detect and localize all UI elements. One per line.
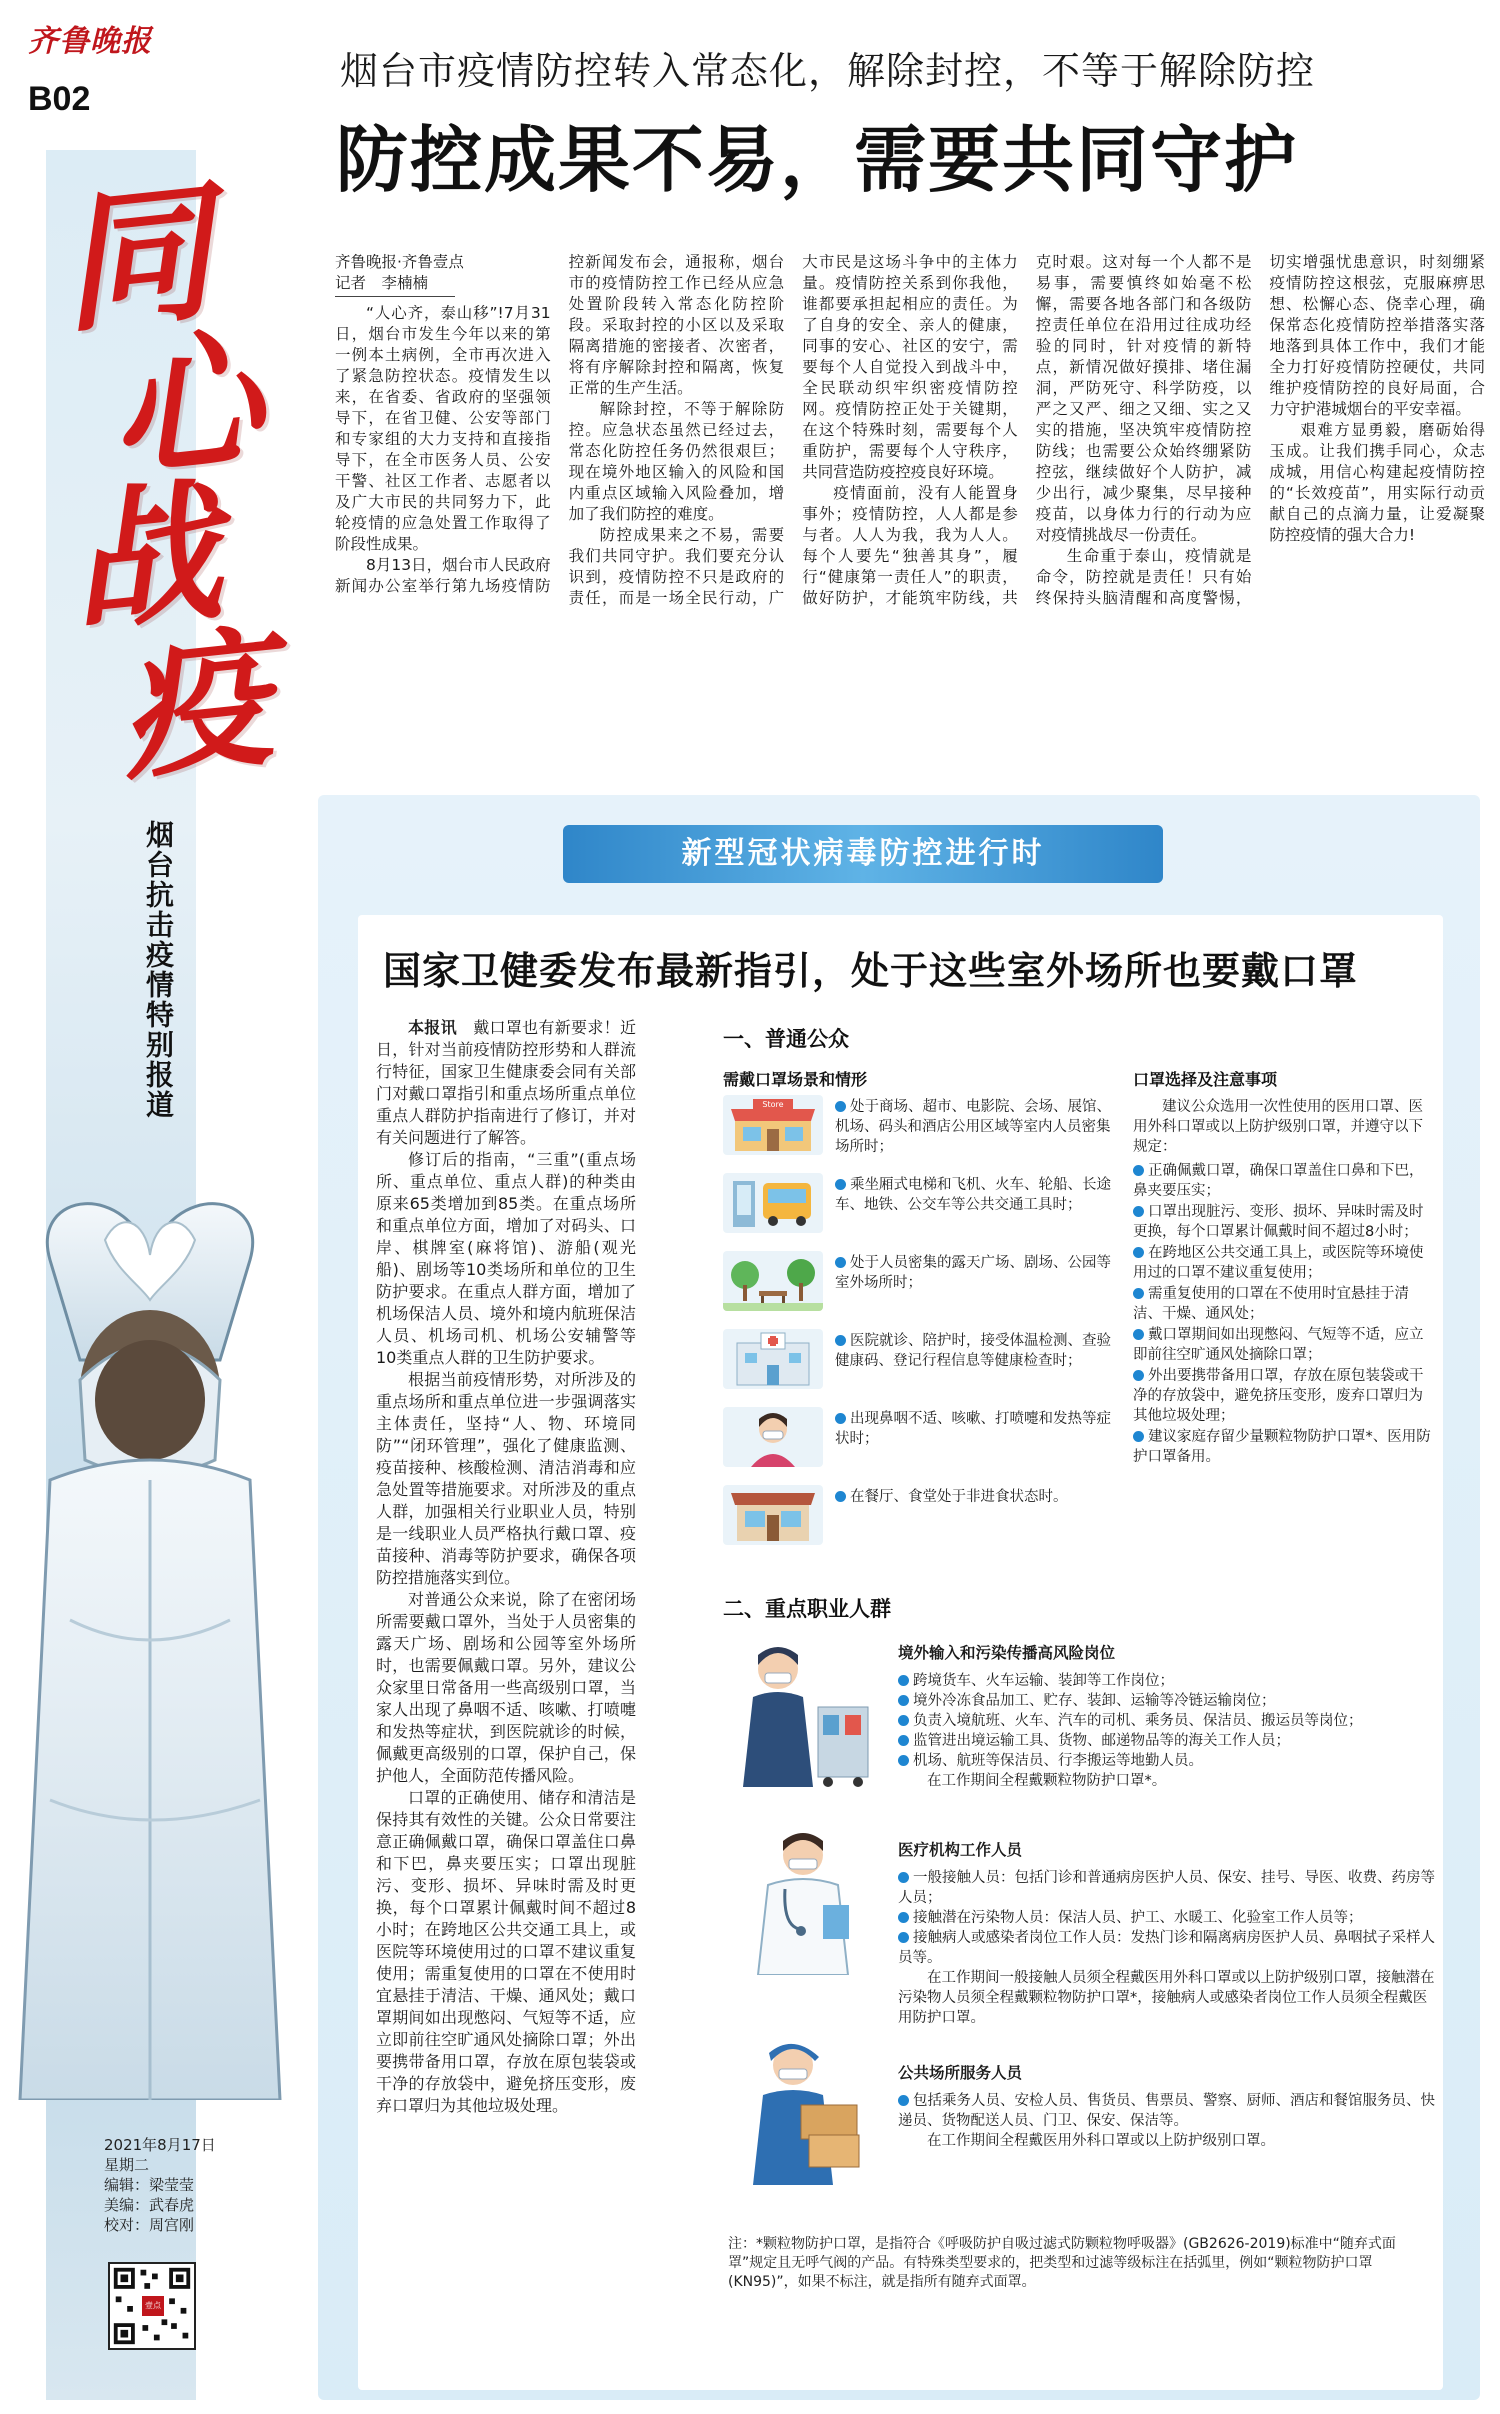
venue-item — [723, 1251, 1123, 1311]
group-item — [898, 2091, 1438, 2131]
bullet-dot — [835, 1335, 846, 1346]
news-story — [376, 1017, 636, 2117]
venue-text — [835, 1331, 1120, 1371]
venue-description: 在餐厅、食堂处于非进食状态时。 — [850, 1489, 1068, 1505]
group-item — [898, 1711, 1438, 1731]
venue-description: 医院就诊、陪护时，接受体温检测、查验健康码、登记行程信息等健康检查时； — [835, 1333, 1111, 1369]
bullet-dot — [835, 1101, 846, 1112]
courier-icon — [723, 2035, 883, 2185]
group-title: 境外输入和污染传播高风险岗位 — [898, 1644, 1116, 1662]
section-heading-occupational: 二、重点职业人群 — [723, 1597, 891, 1621]
mask-tip — [1133, 1284, 1433, 1324]
bullet-dot — [898, 1932, 909, 1943]
group-item — [898, 1751, 1438, 1771]
editor-credit: 编辑：梁莹莹 — [104, 2176, 195, 2194]
group-item-text: 接触病人或感染者岗位工作人员：发热门诊和隔离病房医护人员、鼻咽拭子采样人员等。 — [898, 1930, 1435, 1966]
store-icon — [723, 1095, 823, 1155]
panel-footnote: 注：*颗粒物防护口罩，是指符合《呼吸防护自吸过滤式防颗粒物呼吸器》(GB2626-2019)标准中“随弃式面罩”规定且无呼气阀的产品。有特殊类型要求的，把类型和过滤等级标注在括弧里，例如“颗粒物防护口罩(KN95)”，如果不标注，就是指所有随弃式面罩。 — [728, 2236, 1396, 2290]
byline-reporter: 记者 李楠楠 — [335, 274, 429, 292]
panel-title: 国家卫健委发布最新指引，处于这些室外场所也要戴口罩 — [383, 949, 1359, 993]
cleaner-icon — [723, 1637, 883, 1787]
column-title-char: 心 — [101, 310, 269, 502]
group-item-text: 包括乘务人员、安检人员、售货员、售票员、警察、厨师、酒店和餐馆服务员、快递员、货物配送人员、门卫、保安、保洁等。 — [898, 2093, 1435, 2129]
mask-tip-text: 戴口罩期间如出现憋闷、气短等不适，应立即前往空旷通风处摘除口罩； — [1133, 1327, 1424, 1363]
occupational-group — [898, 2063, 1438, 2151]
news-paragraph: 对普通公众来说，除了在密闭场所需要戴口罩外，当处于人员密集的露天广场、剧场和公园等室外场所时，也需要佩戴口罩。另外，建议公众家里日常备用一些高级别口罩，当家人出现了鼻咽不适、咳嗽、打喷嚏和发热等症状，到医院就诊的时候，佩戴更高级别的口罩，保护自己，保护他人，全面防范传播风险。 — [376, 1590, 636, 1785]
bullet-dot — [835, 1491, 846, 1502]
restaurant-icon — [723, 1485, 823, 1545]
bullet-dot — [835, 1257, 846, 1268]
venue-description: 乘坐厢式电梯和飞机、火车、轮船、长途车、地铁、公交车等公共交通工具时； — [835, 1177, 1111, 1213]
venue-item — [723, 1173, 1123, 1233]
bullet-dot — [898, 1675, 909, 1686]
bullet-dot — [898, 1912, 909, 1923]
proofreader-credit: 校对：周宫刚 — [104, 2216, 195, 2234]
mask-tips-intro: 建议公众选用一次性使用的医用口罩、医用外科口罩或以上防护级别口罩，并遵守以下规定： — [1133, 1099, 1423, 1155]
article-paragraph: 生命重于泰山，疫情就是命令，防控就是责任！只有始终保持头脑清醒和高度警惕，切实增强忧患意识，时刻绷紧疫情防控这根弦，克服麻痹思想、松懈心态、侥幸心理，确保常态化疫情防控举措落实落地落到具体工作中，我们才能全力打好疫情防控硬仗，共同维护疫情防控的良好局面，合力守护港城烟台的平安幸福。 — [1035, 253, 1485, 607]
venues-heading: 需戴口罩场景和情形 — [723, 1070, 868, 1089]
group-note: 在工作期间全程戴医用外科口罩或以上防护级别口罩。 — [927, 2133, 1275, 2149]
section-heading-public: 一、普通公众 — [723, 1027, 849, 1051]
mask-tip-text: 口罩出现脏污、变形、损坏、异味时需及时更换，每个口罩累计佩戴时间不超过8小时； — [1133, 1204, 1424, 1240]
mask-tip — [1133, 1202, 1433, 1242]
group-item — [898, 1868, 1438, 1908]
column-title-char: 疫 — [111, 610, 279, 801]
bullet-dot — [898, 1715, 909, 1726]
lead-article — [335, 252, 1485, 752]
page-number: B02 — [28, 80, 91, 118]
group-note: 在工作期间一般接触人员须全程戴医用外科口罩或以上防护级别口罩，接触潜在污染物人员须全程戴颗粒物防护口罩*，接触病人或感染者岗位工作人员须全程戴医用防护口罩。 — [898, 1970, 1435, 2026]
bullet-dot — [898, 1735, 909, 1746]
mask-guidance-panel — [318, 795, 1480, 2400]
article-paragraph: 艰难方显勇毅，磨砺始得玉成。让我们携手同心，众志成城，用信心构建起疫情防控的“长效疫苗”，用实际行动贡献自己的点滴力量，让爱凝聚防控疫情的强大合力! — [1269, 421, 1485, 544]
article-paragraph: 防控成果来之不易，需要我们共同守护。我们要充分认识到，疫情防控不只是政府的责任，而是一场全民行动，广大市民是这场斗争中的主体力量。疫情防控关系到你我他，谁都要承担起相应的责任。为了自身的安全、亲人的健康，同事的安心、社区的安宁，需要每个人自觉投入到战斗中，全民联动织牢织密疫情防控网。疫情防控正处于关键期，在这个特殊时刻，需要每个人重防护，需要每个人守秩序，共同营造防疫控疫良好环境。 — [568, 253, 1018, 607]
group-item-text: 机场、航班等保洁员、行李搬运等地勤人员。 — [913, 1753, 1203, 1769]
venue-text — [835, 1175, 1120, 1215]
hospital-icon — [723, 1329, 823, 1389]
designer-credit: 美编：武春虎 — [104, 2196, 195, 2214]
bullet-dot — [898, 1872, 909, 1883]
venue-text — [835, 1487, 1120, 1507]
bullet-dot — [1133, 1431, 1144, 1442]
venue-description: 出现鼻咽不适、咳嗽、打喷嚏和发热等症状时； — [835, 1411, 1111, 1447]
venue-item — [723, 1485, 1123, 1545]
group-title: 医疗机构工作人员 — [898, 1841, 1023, 1859]
special-report-label: 烟台抗击疫情特别报道 — [142, 820, 175, 1120]
byline-divider — [335, 296, 455, 297]
qr-code-logo: 壹点 — [142, 2296, 164, 2316]
mask-tips — [1133, 1097, 1433, 1468]
store-sign-text: Store — [762, 1100, 784, 1109]
issue-weekday: 星期二 — [104, 2156, 150, 2174]
news-paragraph — [376, 1017, 636, 1149]
bullet-dot — [1133, 1288, 1144, 1299]
group-item — [898, 1691, 1438, 1711]
mask-tip-text: 建议家庭存留少量颗粒物防护口罩*、医用防护口罩备用。 — [1133, 1429, 1431, 1465]
medical-worker-illustration — [10, 1200, 300, 2100]
venue-text — [835, 1409, 1120, 1449]
group-item — [898, 1928, 1438, 1968]
mask-tip — [1133, 1366, 1433, 1426]
group-item-text: 监管进出境运输工具、货物、邮递物品等的海关工作人员； — [913, 1733, 1290, 1749]
mask-tip — [1133, 1427, 1433, 1467]
bullet-dot — [898, 1695, 909, 1706]
mask-tip-text: 外出要携带备用口罩，存放在原包装袋或干净的存放袋中，避免挤压变形，废弃口罩归为其他垃圾处理； — [1133, 1368, 1424, 1424]
news-paragraph: 修订后的指南，“三重”(重点场所、重点单位、重点人群)的种类由原来65类增加到85类。在重点场所和重点单位方面，增加了对码头、口岸、棋牌室(麻将馆)、游船(观光船)、剧场等10类场所和单位的卫生防护要求。在重点人群方面，增加了机场保洁人员、境外和境内航班保洁人员、机场司机、机场公安辅警等10类重点人群的卫生防护要求。 — [376, 1150, 636, 1367]
bullet-dot — [1133, 1370, 1144, 1381]
group-item-text: 负责入境航班、火车、汽车的司机、乘务员、保洁员、搬运员等岗位； — [913, 1713, 1363, 1729]
venue-text — [835, 1097, 1120, 1157]
sidebar — [0, 0, 300, 2414]
page-headline: 防控成果不易，需要共同守护 — [336, 118, 1299, 202]
mask-tip-text: 正确佩戴口罩，确保口罩盖住口鼻和下巴，鼻夹要压实； — [1133, 1163, 1424, 1199]
bullet-dot — [1133, 1165, 1144, 1176]
news-paragraph-text: 戴口罩也有新要求！近日，针对当前疫情防控形势和人群流行特征，国家卫生健康委会同有关部门对戴口罩指引和重点场所重点单位重点人群防护指南进行了修订，并对有关问题进行了解答。 — [376, 1018, 636, 1147]
issue-date: 2021年8月17日 — [104, 2136, 216, 2154]
bullet-dot — [898, 2095, 909, 2106]
venue-item — [723, 1407, 1123, 1467]
venue-item — [723, 1095, 1123, 1155]
news-paragraph: 口罩的正确使用、储存和清洁是保持其有效性的关键。公众日常要注意正确佩戴口罩，确保口罩盖住口鼻和下巴，鼻夹要压实；口罩出现脏污、变形、损坏、异味时需及时更换，每个口罩累计佩戴时间不超过8小时；在跨地区公共交通工具上，或医院等环境使用过的口罩不建议重复使用；需重复使用的口罩在不使用时宜悬挂于清洁、干燥、通风处；戴口罩期间如出现憋闷、气短等不适，应立即前往空旷通风处摘除口罩；外出要携带备用口罩，存放在原包装袋或干净的存放袋中，避免挤压变形，废弃口罩归为其他垃圾处理。 — [376, 1788, 636, 2115]
occupational-group — [898, 1840, 1438, 2028]
occupational-group — [898, 1643, 1438, 1791]
article-paragraph: 疫情面前，没有人能置身事外；疫情防控，人人都是参与者。人人为我，我为人人。每个人要先“独善其身”，履行“健康第一责任人”的职责，做好防护，才能筑牢防线，共克时艰。这对每一个人都不是易事，需要慎终如始毫不松懈，需要各地各部门和各级防控责任单位在沿用过往成功经验的同时，针对疫情的新特点，新情况做好摸排、堵住漏洞，严防死守、科学防疫，以严之又严、细之又细、实之又实的措施，坚决筑牢疫情防控防线；也需要公众始终绷紧防控弦，继续做好个人防护，减少出行，减少聚集，尽早接种疫苗，以身体力行的行动为应对疫情挑战尽一份责任。 — [802, 253, 1252, 607]
column-title-char: 同 — [51, 163, 219, 355]
group-item-text: 一般接触人员：包括门诊和普通病房医护人员、保安、挂号、导医、收费、药房等人员； — [898, 1870, 1435, 1906]
sick-person-icon — [723, 1407, 823, 1467]
mask-tip — [1133, 1243, 1433, 1283]
mask-tips-heading: 口罩选择及注意事项 — [1133, 1070, 1278, 1089]
bullet-dot — [835, 1179, 846, 1190]
bullet-dot — [1133, 1329, 1144, 1340]
edition-credits — [104, 2135, 216, 2235]
headline-subtitle: 烟台市疫情防控转入常态化，解除封控，不等于解除防控 — [340, 49, 1316, 93]
group-item — [898, 1731, 1438, 1751]
news-paragraph: 根据当前疫情形势，对所涉及的重点场所和重点单位进一步强调落实主体责任，坚持“人、物、环境同防”“闭环管理”，强化了健康监测、疫苗接种、核酸检测、清洁消毒和应急处置等措施要求。对所涉及的重点人群，加强相关行业职业人员，特别是一线职业人员严格执行戴口罩、疫苗接种、消毒等防护要求，确保各项防控措施落实到位。 — [376, 1370, 636, 1587]
article-paragraph: 8月13日，烟台市人民政府新闻办公室举行第九场疫情防控新闻发布会，通报称，烟台市的疫情防控工作已经从应急处置阶段转入常态化防控阶段。采取封控的小区以及采取隔离措施的密接者、次密者，将有序解除封控和隔离，恢复正常的生产生活。 — [335, 253, 785, 595]
article-paragraph: “人心齐，泰山移”!7月31日，烟台市发生今年以来的第一例本土病例，全市再次进入了紧急防控状态。疫情发生以来，在省委、省政府的坚强领导下，在省卫健、公安等部门和专家组的大力支持和直接指导下，在全市医务人员、公安干警、社区工作者、志愿者以及广大市民的共同努力下，此轮疫情的应急处置工作取得了阶段性成果。 — [335, 304, 551, 553]
byline-outlet: 齐鲁晚报·齐鲁壹点 — [335, 253, 464, 271]
group-note: 在工作期间全程戴颗粒物防护口罩*。 — [927, 1773, 1167, 1789]
mask-tip-text: 需重复使用的口罩在不使用时宜悬挂于清洁、干燥、通风处； — [1133, 1286, 1409, 1322]
group-item — [898, 1908, 1438, 1928]
venue-description: 处于人员密集的露天广场、剧场、公园等室外场所时； — [835, 1255, 1111, 1291]
mask-tip — [1133, 1161, 1433, 1201]
bullet-dot — [1133, 1247, 1144, 1258]
article-byline — [335, 252, 551, 297]
panel-banner: 新型冠状病毒防控进行时 — [563, 825, 1163, 883]
bullet-dot — [898, 1755, 909, 1766]
group-title: 公共场所服务人员 — [898, 2064, 1023, 2082]
park-icon — [723, 1251, 823, 1311]
doctor-icon — [723, 1825, 883, 1975]
bullet-dot — [1133, 1206, 1144, 1217]
news-lead-tag: 本报讯 — [408, 1018, 457, 1037]
bus-icon — [723, 1173, 823, 1233]
venue-description: 处于商场、超市、电影院、会场、展馆、机场、码头和酒店公用区域等室内人员密集场所时； — [835, 1099, 1111, 1155]
venue-text — [835, 1253, 1120, 1293]
masthead-logo: 齐鲁晚报 — [28, 24, 152, 59]
group-item — [898, 1671, 1438, 1691]
article-paragraph: 解除封控，不等于解除防控。应急状态虽然已经过去，常态化防控任务仍然很艰巨；现在境外地区输入的风险和国内重点区域输入风险叠加，增加了我们防控的难度。 — [568, 400, 785, 523]
mask-tip — [1133, 1325, 1433, 1365]
column-title-char: 战 — [61, 462, 229, 654]
group-item-text: 跨境货车、火车运输、装卸等工作岗位； — [913, 1673, 1174, 1689]
group-item-text: 境外冷冻食品加工、贮存、装卸、运输等冷链运输岗位； — [913, 1693, 1276, 1709]
mask-tip-text: 在跨地区公共交通工具上，或医院等环境使用过的口罩不建议重复使用； — [1133, 1245, 1424, 1281]
bullet-dot — [835, 1413, 846, 1424]
column-title — [51, 163, 280, 801]
group-item-text: 接触潜在污染物人员：保洁人员、护工、水暖工、化验室工作人员等； — [913, 1910, 1363, 1926]
venue-item — [723, 1329, 1123, 1389]
